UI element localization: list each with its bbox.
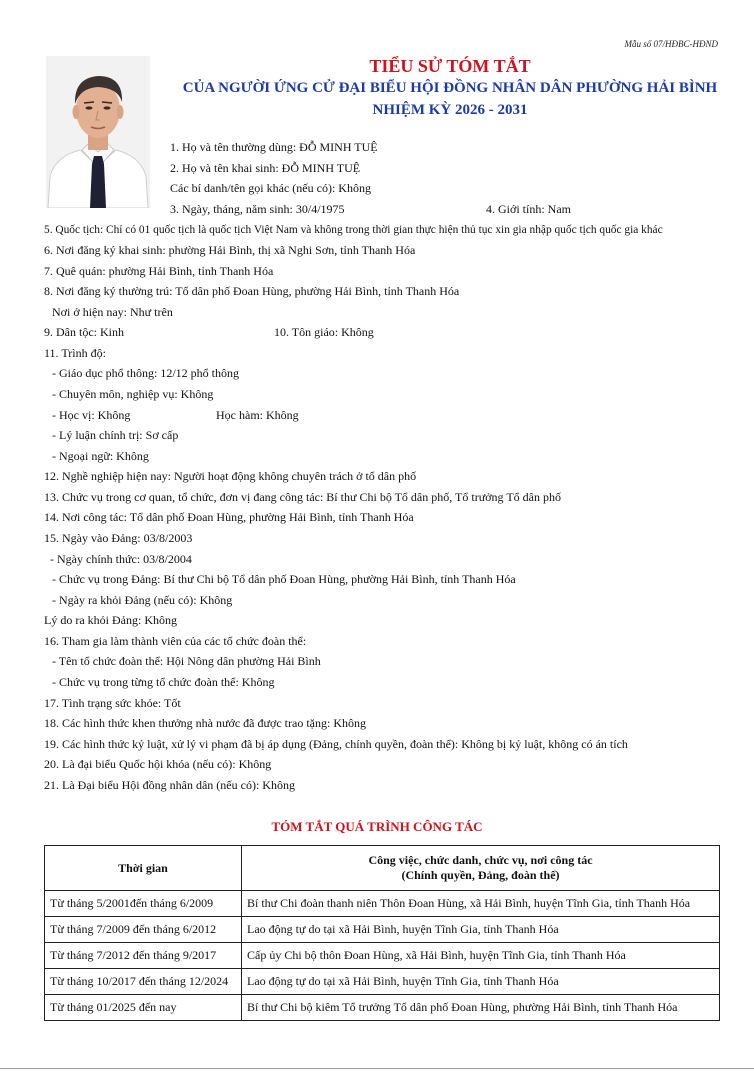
table-row — [45, 917, 720, 943]
field-party-leave-reason: Lý do ra khỏi Đảng: Không — [44, 613, 177, 627]
field-organization-name: - Tên tổ chức đoàn thể: Hội Nông dân phường Hải Bình — [52, 654, 321, 668]
table-row — [45, 969, 720, 995]
table-row — [45, 995, 720, 1021]
table-header-row — [45, 846, 720, 891]
field-religion: 10. Tôn giáo: Không — [274, 325, 374, 339]
field-occupation: 12. Nghề nghiệp hiện nay: Người hoạt động không chuyên trách ở tổ dân phố — [44, 469, 417, 483]
field-birth-registration: 6. Nơi đăng ký khai sinh: phường Hải Bình, thị xã Nghi Sơn, tỉnh Thanh Hóa — [44, 243, 416, 257]
header-work-line2: (Chính quyền, Đảng, đoàn thể) — [401, 868, 560, 882]
field-permanent-residence: 8. Nơi đăng ký thường trú: Tổ dân phố Đoan Hùng, phường Hải Bình, tỉnh Thanh Hóa — [44, 284, 460, 298]
field-degree: - Học vị: Không — [52, 408, 131, 422]
field-political-theory: - Lý luận chính trị: Sơ cấp — [52, 428, 179, 442]
field-party-join-date: 15. Ngày vào Đảng: 03/8/2003 — [44, 531, 193, 545]
row-work: Lao động tự do tại xã Hải Bình, huyện Tĩnh Gia, tỉnh Thanh Hóa — [242, 917, 720, 943]
term-label: NHIỆM KỲ 2026 - 2031 — [372, 102, 528, 118]
field-foreign-language: - Ngoại ngữ: Không — [52, 449, 149, 463]
field-ethnicity: 9. Dân tộc: Kinh — [44, 325, 124, 339]
field-birth-date: 3. Ngày, tháng, năm sinh: 30/4/1975 — [170, 202, 345, 216]
field-workplace: 14. Nơi công tác: Tổ dân phố Đoan Hùng, phường Hải Bình, tỉnh Thanh Hóa — [44, 510, 414, 524]
field-current-residence: Nơi ở hiện nay: Như trên — [52, 305, 173, 319]
row-time: Từ tháng 5/2001đến tháng 6/2009 — [45, 891, 242, 917]
field-nationality: 5. Quốc tịch: Chỉ có 01 quốc tịch là quốc tịch Việt Nam và không trong thời gian thực hiện thủ tục xin gia nhập quốc tịch quốc gia khác — [44, 224, 663, 236]
portrait-photo — [46, 56, 150, 208]
field-gender: 4. Giới tính: Nam — [486, 202, 572, 216]
field-general-education: - Giáo dục phổ thông: 12/12 phổ thông — [52, 366, 239, 380]
field-council-delegate: 21. Là Đại biểu Hội đồng nhân dân (nếu có): Không — [44, 778, 295, 792]
field-education: 11. Trình độ: — [44, 346, 106, 360]
table-row — [45, 891, 720, 917]
field-position: 13. Chức vụ trong cơ quan, tổ chức, đơn vị đang công tác: Bí thư Chi bộ Tổ dân phố, Tổ trưởng Tổ dân phố — [44, 490, 561, 504]
row-work: Lao động tự do tại xã Hải Bình, huyện Tĩnh Gia, tỉnh Thanh Hóa — [242, 969, 720, 995]
document-title: TIỂU SỬ TÓM TẮT — [369, 56, 531, 76]
field-party-official-date: - Ngày chính thức: 03/8/2004 — [50, 552, 192, 566]
field-hometown: 7. Quê quán: phường Hải Bình, tỉnh Thanh Hóa — [44, 264, 274, 278]
field-discipline: 19. Các hình thức kỷ luật, xử lý vi phạm đã bị áp dụng (Đảng, chính quyền, đoàn thể): Không bị kỷ luật, không có án tích — [44, 737, 628, 751]
page-bottom-divider — [0, 1068, 754, 1069]
work-history-table — [44, 845, 720, 1021]
header-work — [242, 846, 720, 891]
work-history-title: TÓM TẮT QUÁ TRÌNH CÔNG TÁC — [271, 819, 483, 834]
row-time: Từ tháng 10/2017 đến tháng 12/2024 — [45, 969, 242, 995]
table-row — [45, 943, 720, 969]
field-party-leave-date: - Ngày ra khỏi Đảng (nếu có): Không — [52, 593, 233, 607]
field-birth-name: 2. Họ và tên khai sinh: ĐỖ MINH TUỆ — [170, 161, 361, 175]
field-organizations: 16. Tham gia làm thành viên của các tổ chức đoàn thể: — [44, 634, 307, 648]
row-time: Từ tháng 7/2009 đến tháng 6/2012 — [45, 917, 242, 943]
header-time: Thời gian — [45, 846, 242, 891]
field-alias: Các bí danh/tên gọi khác (nếu có): Không — [170, 181, 371, 195]
document-subtitle: CỦA NGƯỜI ỨNG CỬ ĐẠI BIỂU HỘI ĐỒNG NHÂN DÂN PHƯỜNG HẢI BÌNH — [182, 80, 718, 96]
field-awards: 18. Các hình thức khen thưởng nhà nước đã được trao tặng: Không — [44, 716, 366, 730]
row-time: Từ tháng 7/2012 đến tháng 9/2017 — [45, 943, 242, 969]
form-code: Mẫu số 07/HĐBC-HĐND — [624, 39, 718, 49]
row-work: Bí thư Chi bộ kiêm Tổ trưởng Tổ dân phố Đoan Hùng, phường Hải Bình, tỉnh Thanh Hóa — [242, 995, 720, 1021]
field-academic-title: Học hàm: Không — [216, 408, 299, 422]
row-work: Bí thư Chi đoàn thanh niên Thôn Đoan Hùng, xã Hải Bình, huyện Tĩnh Gia, tỉnh Thanh Hóa — [242, 891, 720, 917]
field-national-assembly: 20. Là đại biểu Quốc hội khóa (nếu có): Không — [44, 757, 272, 771]
row-work: Cấp ủy Chi bộ thôn Đoan Hùng, xã Hải Bình, huyện Tĩnh Gia, tỉnh Thanh Hóa — [242, 943, 720, 969]
field-specialty: - Chuyên môn, nghiệp vụ: Không — [52, 387, 214, 401]
field-party-position: - Chức vụ trong Đảng: Bí thư Chi bộ Tổ dân phố Đoan Hùng, phường Hải Bình, tỉnh Thanh Hóa — [52, 572, 516, 586]
field-organization-position: - Chức vụ trong từng tổ chức đoàn thể: Không — [52, 675, 275, 689]
header-work-line1: Công việc, chức danh, chức vụ, nơi công tác — [368, 853, 593, 867]
field-common-name: 1. Họ và tên thường dùng: ĐỖ MINH TUỆ — [170, 140, 378, 154]
field-health: 17. Tình trạng sức khỏe: Tốt — [44, 696, 181, 710]
row-time: Từ tháng 01/2025 đến nay — [45, 995, 242, 1021]
